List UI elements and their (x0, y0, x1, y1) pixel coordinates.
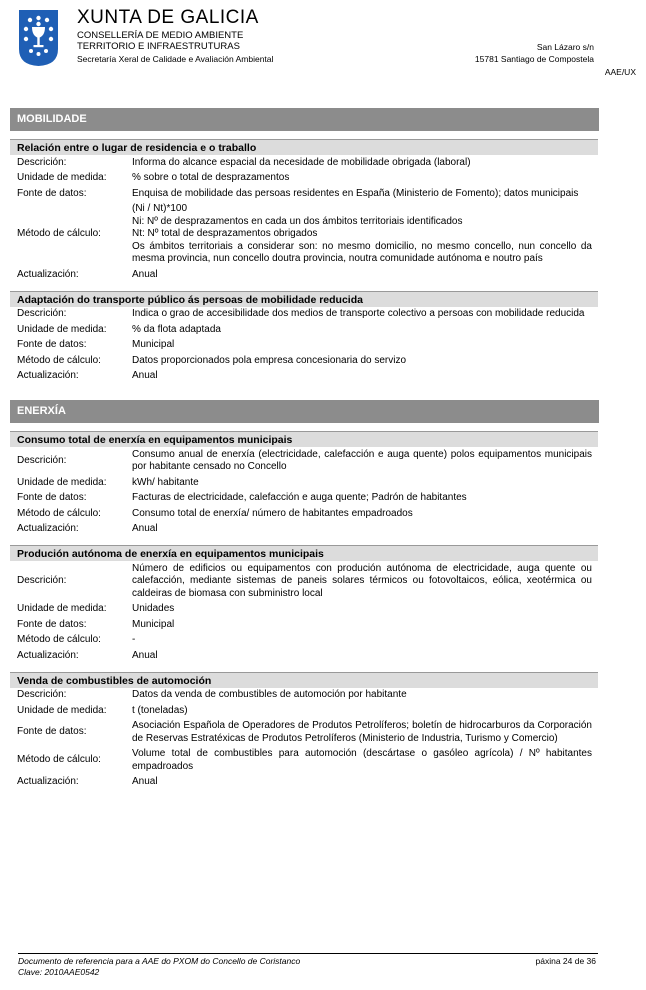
method-value (132, 202, 598, 268)
update-value: Anual (132, 776, 158, 787)
method-label: Método de cálculo: (17, 354, 101, 366)
description-label: Descrición: (17, 575, 67, 586)
indicator-title: Adaptación do transporte público ás persoas de mobilidade reducida (10, 291, 598, 307)
department-line-1: CONSELLERÍA DE MEDIO AMBIENTE (77, 30, 244, 41)
unit-label: Unidade de medida: (17, 476, 107, 488)
unit-value: % da flota adaptada (132, 323, 221, 335)
description-value: Indica o grao de accesibilidade dos medios de transporte colectivo a persoas con mobilidade reducida (132, 308, 585, 319)
description-label: Descrición: (17, 156, 67, 168)
update-label: Actualización: (17, 649, 79, 661)
method-formula: (Ni / Nt)*100 (132, 203, 188, 214)
update-label: Actualización: (17, 268, 79, 280)
department-line-2: TERRITORIO E INFRAESTRUTURAS (77, 41, 240, 52)
indicator-title: Produción autónoma de enerxía en equipamentos municipais (10, 545, 598, 561)
method-line: Nt: Nº total de desprazamentos obrigados (132, 228, 318, 239)
unit-label: Unidade de medida: (17, 323, 107, 335)
description-row (10, 307, 598, 323)
indicator-title: Relación entre o lugar de residencia e o traballo (10, 139, 598, 155)
update-row (10, 267, 598, 283)
unit-label: Unidade de medida: (17, 172, 107, 183)
method-line: Ni: Nº de desprazamentos en cada un dos ámbitos territoriais identificados (132, 215, 463, 227)
unit-value: t (toneladas) (132, 704, 188, 716)
update-value: Anual (132, 268, 158, 280)
method-label: Método de cálculo: (17, 507, 101, 519)
page-footer (18, 953, 598, 977)
method-value: Volume total de combustibles para automoción (descártase o gasóleo agrícola) / Nº habitantes empadroados (132, 748, 592, 772)
update-label: Actualización: (17, 776, 79, 787)
method-label: Método de cálculo: (17, 634, 101, 645)
indicator-title: Consumo total de enerxía en equipamentos municipais (10, 431, 598, 447)
method-value: - (132, 634, 136, 645)
description-row (10, 561, 598, 602)
update-label: Actualización: (17, 523, 79, 534)
update-value: Anual (132, 649, 158, 661)
address-street: San Lázaro s/n (536, 42, 594, 52)
organization-title: XUNTA DE GALICIA (77, 7, 259, 28)
source-label: Fonte de datos: (17, 618, 87, 630)
indicator-title: Venda de combustibles de automoción (10, 672, 598, 688)
update-row (10, 522, 598, 538)
footer-document-title: Documento de referencia para a AAE do PXOM do Concello de Coristanco (18, 956, 301, 966)
page-content (0, 108, 646, 790)
indicator-card (10, 431, 598, 537)
description-row (10, 447, 598, 475)
description-value: Consumo anual de enerxía (electricidade, calefacción e auga quente) polos equipamentos municipais por habitante censado no Concello (132, 448, 592, 472)
indicator-card (10, 139, 598, 283)
source-value: Enquisa de mobilidade das persoas residentes en España (Ministerio de Fomento); datos municipais (132, 187, 579, 199)
source-row (10, 186, 598, 202)
galicia-coat-of-arms-icon (18, 9, 59, 67)
source-row (10, 617, 598, 633)
unit-row (10, 703, 598, 719)
description-label: Descrición: (17, 308, 67, 319)
indicator-card (10, 545, 598, 664)
indicator-card (10, 672, 598, 791)
source-row (10, 491, 598, 507)
description-row (10, 155, 598, 171)
source-label: Fonte de datos: (17, 187, 87, 199)
section-header-enerxia: ENERXÍA (10, 400, 599, 423)
update-value: Anual (132, 370, 158, 381)
method-row (10, 747, 598, 775)
source-label: Fonte de datos: (17, 726, 87, 738)
address-city: 15781 Santiago de Compostela (474, 54, 594, 64)
description-value: Informa do alcance espacial da necesidade de mobilidade obrigada (laboral) (132, 156, 471, 168)
update-label: Actualización: (17, 370, 79, 381)
page-number: páxina 24 de 36 (535, 956, 596, 966)
unit-value: % sobre o total de desprazamentos (132, 172, 290, 183)
page-header (0, 0, 646, 110)
document-code: AAE/UX (604, 67, 636, 77)
source-label: Fonte de datos: (17, 492, 87, 503)
method-value: Consumo total de enerxía/ número de habitantes empadroados (132, 507, 413, 519)
description-label: Descrición: (17, 454, 67, 466)
source-row (10, 338, 598, 354)
unit-row (10, 475, 598, 491)
source-label: Fonte de datos: (17, 339, 87, 350)
unit-row (10, 171, 598, 187)
unit-value: kWh/ habitante (132, 476, 199, 488)
source-row (10, 719, 598, 747)
section-header-mobilidade: MOBILIDADE (10, 108, 599, 131)
method-row (10, 353, 598, 369)
method-row (10, 506, 598, 522)
update-value: Anual (132, 523, 158, 534)
source-value: Asociación Española de Operadores de Produtos Petrolíferos; boletín de hidrocarburos da Corporación de Reservas Estratéxicas de Produtos Petrolíferos (Ministerio de Industria, Turismo y Comercio) (132, 720, 592, 744)
source-value: Municipal (132, 618, 175, 630)
description-value: Datos da venda de combustibles de automoción por habitante (132, 689, 407, 700)
update-row (10, 369, 598, 385)
secretary-line: Secretaría Xeral de Calidade e Avaliación Ambiental (77, 54, 274, 64)
update-row (10, 775, 598, 791)
unit-row (10, 322, 598, 338)
description-label: Descrición: (17, 689, 67, 700)
method-label: Método de cálculo: (17, 228, 101, 239)
indicator-card (10, 291, 598, 385)
unit-row (10, 602, 598, 618)
source-value: Municipal (132, 339, 175, 350)
unit-value: Unidades (132, 603, 175, 614)
unit-label: Unidade de medida: (17, 603, 107, 614)
method-row (10, 202, 598, 268)
method-row (10, 633, 598, 649)
description-value: Número de edificios ou equipamentos con produción autónoma de electricidade, auga quente ou calefacción, mediante sistemas de paneis solares térmicos ou fotovoltaicos, eólica, xeotérmica ou caldeiras de biomasa con subministro local (132, 562, 592, 599)
unit-label: Unidade de medida: (17, 704, 107, 716)
method-value: Datos proporcionados pola empresa concesionaria do servizo (132, 354, 407, 366)
method-line: Os ámbitos territoriais a considerar son: no mesmo domicilio, no mesmo concello, nun concello da mesma provincia, nun concello doutra provincia, noutra comunidade autónoma e noutro país (132, 240, 592, 264)
footer-clave: Clave: 2010AAE0542 (18, 967, 100, 977)
description-row (10, 688, 598, 704)
source-value: Facturas de electricidade, calefacción e auga quente; Padrón de habitantes (132, 492, 467, 503)
method-label: Método de cálculo: (17, 754, 101, 766)
update-row (10, 648, 598, 664)
